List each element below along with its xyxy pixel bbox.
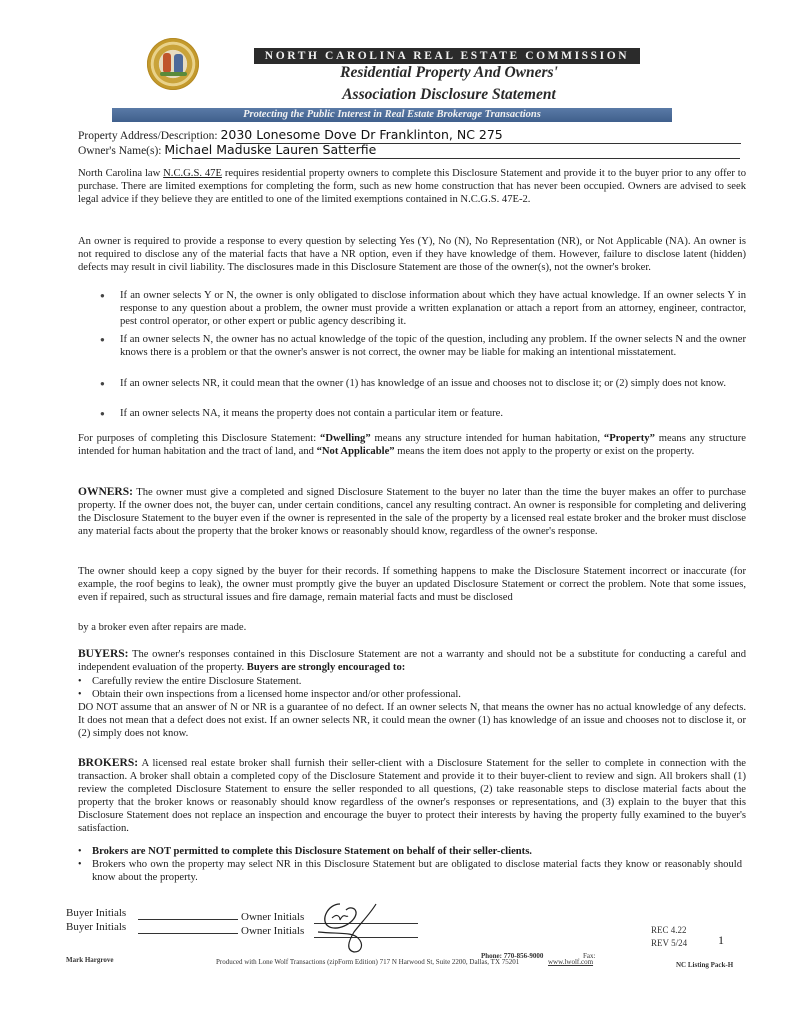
buyer-initials-label-1: Buyer Initials: [66, 907, 127, 919]
revision-date: REV 5/24: [651, 938, 688, 948]
bullet-icon: •: [78, 846, 82, 857]
phone-number: Phone: 770-856-9000: [481, 952, 544, 960]
document-title-line2: Association Disclosure Statement: [342, 86, 556, 103]
buyers-text: The owner's responses contained in this Disclosure Statement are not a warranty and should not be a substitute for conducting a careful and independent evaluation of the property.: [78, 649, 746, 673]
rec-code: REC 4.22: [651, 925, 687, 935]
definitions-text-b: means any structure intended for human habitation,: [370, 433, 604, 444]
bullet-text: If an owner selects Y or N, the owner is only obligated to disclose information about which they have actual knowledge. If an owner selects Y in response to any question about a problem, the owner must provide a written explanation or attach a report from an attorney, engineer, contractor, pest control operator, or other expert or public agency describing it.: [120, 290, 746, 327]
signature-stroke-2: [332, 915, 348, 920]
owners-text: The owner must give a completed and signed Disclosure Statement to the buyer no later than the time the buyer makes an offer to purchase property. If the owner does not, the buyer can, under certain conditions, cancel any resulting contract. An owner is responsible for completing and delivering the Disclosure Statement to the buyer even if the owner is represented in the sale of the property by a licensed real estate broker and the broker must disclose any material facts about the property that the broker knows or reasonably should know, regardless of the owner's response.: [78, 487, 746, 537]
document-title-line1: Residential Property And Owners': [340, 64, 558, 81]
buyer-initials-field-2[interactable]: [138, 933, 238, 934]
intro-paragraph: [78, 168, 746, 207]
commission-name: NORTH CAROLINA REAL ESTATE COMMISSION: [254, 48, 640, 64]
agent-name: Mark Hargrove: [66, 956, 114, 964]
definitions-text-d: means the item does not apply to the property or exist on the property.: [394, 445, 695, 457]
owners-copy-paragraph-end: by a broker even after repairs are made.: [78, 622, 247, 633]
definitions-text-a: For purposes of completing this Disclosure Statement:: [78, 433, 321, 444]
buyers-bullet-review: [78, 676, 742, 689]
bullet-icon: ●: [100, 379, 105, 388]
bullet-text: Obtain their own inspections from a licensed home inspector and/or other professional.: [92, 689, 461, 700]
buyer-initials-field-1[interactable]: [138, 919, 238, 920]
fax-label: Fax:: [583, 952, 596, 960]
brokers-bullet-not-permitted: [78, 846, 742, 859]
bullet-text: Brokers who own the property may select NR in this Disclosure Statement but are obligated to disclose material facts they know or reasonably should know about the property.: [92, 859, 742, 883]
definitions-text-c: means any structure intended for human habitation and the tract of land, and: [78, 433, 746, 457]
property-address-value: 2030 Lonesome Dove Dr Franklinton, NC 275: [220, 127, 503, 142]
seal-figure-right: [174, 54, 183, 74]
bullet-text: Carefully review the entire Disclosure Statement.: [92, 676, 302, 687]
bullet-text: If an owner selects N, the owner has no actual knowledge of the topic of the question, including any problem. If the owner selects N and the owner knows there is a problem or that the owner's answer is not correct, the owner may be liable for making an intentional misstatement.: [120, 334, 746, 358]
seal-figure-left: [163, 53, 171, 73]
owner-name-value: Michael Maduske Lauren Satterfie: [164, 142, 377, 157]
buyers-section: [78, 648, 746, 675]
bullet-icon: •: [78, 859, 82, 870]
brokers-heading: BROKERS:: [78, 757, 139, 769]
seal-ground: [160, 72, 187, 76]
bullet-nr: [100, 378, 746, 391]
state-seal-logo: [147, 38, 199, 90]
property-address-label: Property Address/Description:: [78, 130, 218, 142]
buyers-encouraged: Buyers are strongly encouraged to:: [246, 661, 406, 673]
bullet-n: [100, 334, 746, 360]
term-property: “Property”: [603, 433, 655, 444]
owners-heading: OWNERS:: [78, 486, 133, 498]
website-link[interactable]: www.lwolf.com: [548, 958, 594, 966]
owners-copy-paragraph: The owner should keep a copy signed by the buyer for their records. If something happens to make the Disclosure Statement incorrect or inaccurate (for example, the roof begins to leak), the owner must promptly give the buyer an updated Disclosure Statement or correct the problem. Note that some issues, even if repaired, such as structural issues and fire damage, remain material facts and must be disclosed: [78, 566, 746, 603]
buyers-bullet-inspections: [78, 689, 742, 702]
brokers-section: [78, 757, 746, 835]
brokers-text: A licensed real estate broker shall furnish their seller-client with a Disclosure Statement for the seller to complete in connection with the transaction. A broker shall obtain a completed copy of the Disclosure Statement and provide it to their buyer-client to review and sign. All brokers shall (1) review the completed Disclosure Statement to ensure the seller responded to all questions, (2) take reasonable steps to disclose material facts about the property that the broker knows or reasonably should know regardless of the owner's responses or representations, and (3) explain to the buyer that this Disclosure Statement does not replace an inspection and encourage the buyer to protect their interests by having the property fully examined to the buyer's satisfaction.: [78, 758, 746, 834]
owner-name-field: [78, 142, 376, 157]
form-name: NC Listing Pack-H: [676, 961, 734, 969]
buyer-initials-label-2: Buyer Initials: [66, 921, 127, 933]
bullet-icon: ●: [100, 291, 105, 300]
term-not-applicable: “Not Applicable”: [316, 445, 395, 457]
owners-section: [78, 486, 746, 539]
produced-with: Produced with Lone Wolf Transactions (zipForm Edition) 717 N Harwood St, Suite 2200, Dallas, TX 75201: [216, 958, 520, 966]
signature-stroke-1: [325, 904, 356, 928]
bullet-icon: ●: [100, 335, 105, 344]
bullet-text: If an owner selects NA, it means the property does not contain a particular item or feature.: [120, 408, 503, 419]
property-address-field: [78, 127, 503, 142]
buyers-heading: BUYERS:: [78, 648, 129, 660]
bullet-na: [100, 408, 746, 421]
owner-initials-label-2: Owner Initials: [241, 925, 305, 937]
owner-name-label: Owner's Name(s):: [78, 145, 162, 157]
bullet-text: Brokers are NOT permitted to complete this Disclosure Statement on behalf of their seller-clients.: [92, 846, 532, 857]
term-dwelling: “Dwelling”: [320, 433, 371, 444]
bullet-icon: •: [78, 689, 82, 700]
bullet-icon: •: [78, 676, 82, 687]
buyers-do-not-assume: DO NOT assume that an answer of N or NR is a guarantee of no defect. If an owner selects N, that means the owner has no actual knowledge of any defects. It does not mean that a defect does not exist. If an owner selects NR, it could mean the owner (1) has knowledge of an issue and chooses not to disclose it, or (2) simply does not know.: [78, 702, 746, 739]
bullet-icon: ●: [100, 409, 105, 418]
tagline-banner: Protecting the Public Interest in Real Estate Brokerage Transactions: [112, 108, 672, 122]
definitions-paragraph: [78, 433, 746, 459]
intro-text-a: North Carolina law: [78, 168, 164, 179]
page-number: 1: [718, 933, 724, 947]
statute-link[interactable]: N.C.G.S. 47E: [163, 168, 222, 179]
owner-initials-label-1: Owner Initials: [241, 911, 305, 923]
owner-signature-initials: [310, 898, 400, 958]
bullet-text: If an owner selects NR, it could mean that the owner (1) has knowledge of an issue and chooses not to disclose it; or (2) simply does not know.: [120, 378, 726, 389]
bullet-y-or-n: [100, 290, 746, 329]
brokers-bullet-own-property: [78, 859, 742, 885]
intro-text-b: requires residential property owners to complete this Disclosure Statement and provide it to the buyer prior to any offer to purchase. There are limited exemptions for completing the form, such as new home construction that has never been occupied. Owners are advised to seek legal advice if they believe they are entitled to one of the limited exemptions contained in N.C.G.S. 47E-2.: [78, 168, 746, 205]
owner-underline: [172, 158, 740, 159]
response-requirements-paragraph: An owner is required to provide a response to every question by selecting Yes (Y), No (N), No Representation (NR), or Not Applicable (NA). An owner is not required to disclose any of the material facts that have a NR option, even if they have knowledge of them. However, failure to disclose latent (hidden) defects may result in civil liability. The disclosures made in this Disclosure Statement are those of the owner(s), not the owner's broker.: [78, 236, 746, 273]
